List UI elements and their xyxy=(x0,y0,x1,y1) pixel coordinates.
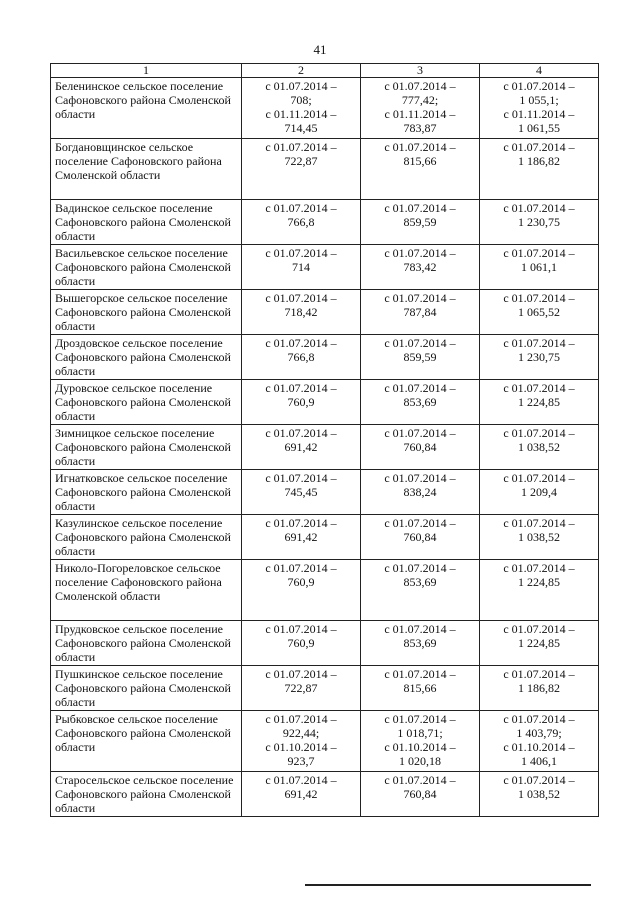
value-line: с 01.07.2014 – xyxy=(265,667,337,681)
value-line: 1 224,85 xyxy=(518,395,560,409)
table-row xyxy=(51,515,599,560)
value-line: с 01.07.2014 – xyxy=(384,561,456,575)
value-line: 923,7 xyxy=(287,754,315,768)
value-cell-col3 xyxy=(361,425,480,470)
value-line: 853,69 xyxy=(403,636,437,650)
value-line: с 01.07.2014 – xyxy=(265,516,337,530)
value-line: 691,42 xyxy=(284,440,318,454)
table-row xyxy=(51,200,599,245)
value-line: с 01.07.2014 – xyxy=(503,336,575,350)
value-line: 1 065,52 xyxy=(518,305,560,319)
settlement-name-cell: Вадинское сельское поселение Сафоновского района Смоленской области xyxy=(51,200,242,245)
value-cell-col3 xyxy=(361,78,480,139)
value-line: с 01.10.2014 – xyxy=(265,740,337,754)
value-cell-col3 xyxy=(361,245,480,290)
value-line: с 01.11.2014 – xyxy=(384,107,456,121)
value-line: с 01.07.2014 – xyxy=(265,622,337,636)
settlement-name-cell: Дуровское сельское поселение Сафоновского района Смоленской области xyxy=(51,380,242,425)
value-cell-col2 xyxy=(242,666,361,711)
value-line: с 01.07.2014 – xyxy=(265,381,337,395)
value-cell-col3 xyxy=(361,335,480,380)
value-line: с 01.07.2014 – xyxy=(384,516,456,530)
table-row xyxy=(51,470,599,515)
table-row xyxy=(51,335,599,380)
value-cell-col4 xyxy=(480,245,599,290)
value-cell-col2 xyxy=(242,425,361,470)
value-line: 766,8 xyxy=(287,350,315,364)
value-line: 1 186,82 xyxy=(518,154,560,168)
value-cell-col3 xyxy=(361,290,480,335)
value-line: с 01.07.2014 – xyxy=(265,291,337,305)
value-line: с 01.07.2014 – xyxy=(265,561,337,575)
settlement-name-cell: Вышегорское сельское поселение Сафоновского района Смоленской области xyxy=(51,290,242,335)
value-cell-col4 xyxy=(480,560,599,621)
settlement-name-cell: Зимницкое сельское поселение Сафоновского района Смоленской области xyxy=(51,425,242,470)
value-line: 714,45 xyxy=(284,121,318,135)
footer-rule xyxy=(305,884,591,886)
value-cell-col2 xyxy=(242,290,361,335)
value-cell-col4 xyxy=(480,200,599,245)
value-cell-col2 xyxy=(242,78,361,139)
column-header-3: 3 xyxy=(361,64,480,78)
value-line: 691,42 xyxy=(284,787,318,801)
settlement-name-cell: Николо-Погореловское сельское поселение Сафоновского района Смоленской области xyxy=(51,560,242,621)
value-cell-col3 xyxy=(361,772,480,817)
value-line: 783,42 xyxy=(403,260,437,274)
value-line: с 01.07.2014 – xyxy=(503,291,575,305)
value-line: 714 xyxy=(292,260,310,274)
value-line: с 01.07.2014 – xyxy=(503,140,575,154)
value-cell-col3 xyxy=(361,380,480,425)
value-cell-col4 xyxy=(480,425,599,470)
table-body xyxy=(51,78,599,817)
value-cell-col2 xyxy=(242,335,361,380)
value-line: с 01.11.2014 – xyxy=(503,107,575,121)
value-line: 1 224,85 xyxy=(518,575,560,589)
page-number: 41 xyxy=(313,42,327,57)
table-header-row xyxy=(51,64,599,78)
value-line: с 01.07.2014 – xyxy=(265,336,337,350)
value-cell-col2 xyxy=(242,470,361,515)
value-cell-col2 xyxy=(242,245,361,290)
value-cell-col2 xyxy=(242,139,361,200)
settlement-name-cell: Казулинское сельское поселение Сафоновского района Смоленской области xyxy=(51,515,242,560)
value-cell-col2 xyxy=(242,711,361,772)
value-line: с 01.07.2014 – xyxy=(384,381,456,395)
value-cell-col4 xyxy=(480,666,599,711)
settlement-name-cell: Дроздовское сельское поселение Сафоновского района Смоленской области xyxy=(51,335,242,380)
value-line: с 01.07.2014 – xyxy=(503,622,575,636)
value-line: 1 038,52 xyxy=(518,530,560,544)
value-cell-col3 xyxy=(361,711,480,772)
table-row xyxy=(51,245,599,290)
value-line: с 01.07.2014 – xyxy=(503,773,575,787)
value-line: 691,42 xyxy=(284,530,318,544)
value-line: с 01.10.2014 – xyxy=(384,740,456,754)
value-line: с 01.07.2014 – xyxy=(384,712,456,726)
value-cell-col2 xyxy=(242,515,361,560)
value-line: с 01.07.2014 – xyxy=(265,201,337,215)
table-row xyxy=(51,560,599,621)
value-line: 838,24 xyxy=(403,485,437,499)
value-cell-col4 xyxy=(480,711,599,772)
table-row xyxy=(51,380,599,425)
value-line: 783,87 xyxy=(403,121,437,135)
value-line: с 01.07.2014 – xyxy=(384,426,456,440)
value-cell-col3 xyxy=(361,470,480,515)
value-cell-col4 xyxy=(480,621,599,666)
table-row xyxy=(51,666,599,711)
value-cell-col4 xyxy=(480,772,599,817)
settlement-name-cell: Старосельское сельское поселение Сафоновского района Смоленской области xyxy=(51,772,242,817)
value-line: с 01.07.2014 – xyxy=(384,773,456,787)
value-line: с 01.07.2014 – xyxy=(265,140,337,154)
value-cell-col4 xyxy=(480,78,599,139)
value-line: 1 406,1 xyxy=(521,754,557,768)
value-line: с 01.10.2014 – xyxy=(503,740,575,754)
value-line: с 01.07.2014 – xyxy=(503,561,575,575)
value-cell-col2 xyxy=(242,380,361,425)
value-line: 722,87 xyxy=(284,154,318,168)
value-cell-col3 xyxy=(361,139,480,200)
value-line: с 01.07.2014 – xyxy=(265,246,337,260)
value-cell-col2 xyxy=(242,200,361,245)
value-line: 922,44; xyxy=(282,726,320,740)
value-cell-col2 xyxy=(242,772,361,817)
value-line: 787,84 xyxy=(403,305,437,319)
value-line: 1 055,1; xyxy=(519,93,559,107)
column-header-2: 2 xyxy=(242,64,361,78)
value-line: с 01.07.2014 – xyxy=(384,246,456,260)
value-line: 815,66 xyxy=(403,681,437,695)
value-line: с 01.07.2014 – xyxy=(503,471,575,485)
value-line: 1 061,55 xyxy=(518,121,560,135)
table-row xyxy=(51,425,599,470)
value-line: с 01.07.2014 – xyxy=(384,291,456,305)
value-line: 760,9 xyxy=(287,636,315,650)
value-line: 745,45 xyxy=(284,485,318,499)
tariff-table xyxy=(50,63,599,817)
table-row xyxy=(51,711,599,772)
value-line: 1 186,82 xyxy=(518,681,560,695)
value-line: с 01.11.2014 – xyxy=(265,107,337,121)
value-line: 853,69 xyxy=(403,575,437,589)
value-line: 718,42 xyxy=(284,305,318,319)
value-line: 760,9 xyxy=(287,395,315,409)
value-line: с 01.07.2014 – xyxy=(503,426,575,440)
value-line: с 01.07.2014 – xyxy=(503,201,575,215)
settlement-name-cell: Васильевское сельское поселение Сафоновского района Смоленской области xyxy=(51,245,242,290)
value-line: с 01.07.2014 – xyxy=(384,140,456,154)
value-cell-col3 xyxy=(361,560,480,621)
value-line: с 01.07.2014 – xyxy=(384,471,456,485)
value-line: 859,59 xyxy=(403,215,437,229)
value-cell-col4 xyxy=(480,290,599,335)
value-line: с 01.07.2014 – xyxy=(384,667,456,681)
value-line: 1 403,79; xyxy=(516,726,562,740)
value-line: 1 209,4 xyxy=(521,485,557,499)
value-line: с 01.07.2014 – xyxy=(503,79,575,93)
value-line: 1 038,52 xyxy=(518,440,560,454)
table-row xyxy=(51,621,599,666)
value-line: 760,9 xyxy=(287,575,315,589)
value-line: с 01.07.2014 – xyxy=(503,381,575,395)
value-line: 853,69 xyxy=(403,395,437,409)
table-row xyxy=(51,78,599,139)
value-line: с 01.07.2014 – xyxy=(503,516,575,530)
value-line: с 01.07.2014 – xyxy=(265,79,337,93)
value-line: 1 230,75 xyxy=(518,350,560,364)
value-line: 1 038,52 xyxy=(518,787,560,801)
column-header-1: 1 xyxy=(51,64,242,78)
value-line: с 01.07.2014 – xyxy=(265,773,337,787)
value-line: с 01.07.2014 – xyxy=(384,79,456,93)
value-cell-col3 xyxy=(361,200,480,245)
column-header-4: 4 xyxy=(480,64,599,78)
table-row xyxy=(51,290,599,335)
value-line: 1 018,71; xyxy=(397,726,443,740)
value-line: 760,84 xyxy=(403,787,437,801)
value-line: 1 020,18 xyxy=(399,754,441,768)
value-line: с 01.07.2014 – xyxy=(503,246,575,260)
value-cell-col4 xyxy=(480,515,599,560)
value-line: с 01.07.2014 – xyxy=(503,667,575,681)
settlement-name-cell: Прудковское сельское поселение Сафоновского района Смоленской области xyxy=(51,621,242,666)
value-cell-col4 xyxy=(480,470,599,515)
value-line: 1 224,85 xyxy=(518,636,560,650)
value-line: 1 061,1 xyxy=(521,260,557,274)
value-cell-col4 xyxy=(480,139,599,200)
value-cell-col4 xyxy=(480,335,599,380)
value-line: 760,84 xyxy=(403,440,437,454)
value-cell-col2 xyxy=(242,621,361,666)
settlement-name-cell: Беленинское сельское поселение Сафоновского района Смоленской области xyxy=(51,78,242,139)
value-cell-col4 xyxy=(480,380,599,425)
value-line: 722,87 xyxy=(284,681,318,695)
settlement-name-cell: Игнатковское сельское поселение Сафоновского района Смоленской области xyxy=(51,470,242,515)
value-cell-col3 xyxy=(361,666,480,711)
value-cell-col3 xyxy=(361,515,480,560)
value-line: 760,84 xyxy=(403,530,437,544)
settlement-name-cell: Богдановщинское сельское поселение Сафоновского района Смоленской области xyxy=(51,139,242,200)
value-cell-col2 xyxy=(242,560,361,621)
value-line: 766,8 xyxy=(287,215,315,229)
table-row xyxy=(51,139,599,200)
table-row xyxy=(51,772,599,817)
value-line: с 01.07.2014 – xyxy=(384,336,456,350)
value-line: 1 230,75 xyxy=(518,215,560,229)
value-line: с 01.07.2014 – xyxy=(265,471,337,485)
value-line: с 01.07.2014 – xyxy=(265,426,337,440)
settlement-name-cell: Пушкинское сельское поселение Сафоновского района Смоленской области xyxy=(51,666,242,711)
settlement-name-cell: Рыбковское сельское поселение Сафоновского района Смоленской области xyxy=(51,711,242,772)
value-line: 859,59 xyxy=(403,350,437,364)
value-line: с 01.07.2014 – xyxy=(503,712,575,726)
value-line: 708; xyxy=(290,93,312,107)
value-line: с 01.07.2014 – xyxy=(384,201,456,215)
value-line: с 01.07.2014 – xyxy=(265,712,337,726)
value-cell-col3 xyxy=(361,621,480,666)
value-line: 777,42; xyxy=(401,93,439,107)
value-line: с 01.07.2014 – xyxy=(384,622,456,636)
value-line: 815,66 xyxy=(403,154,437,168)
